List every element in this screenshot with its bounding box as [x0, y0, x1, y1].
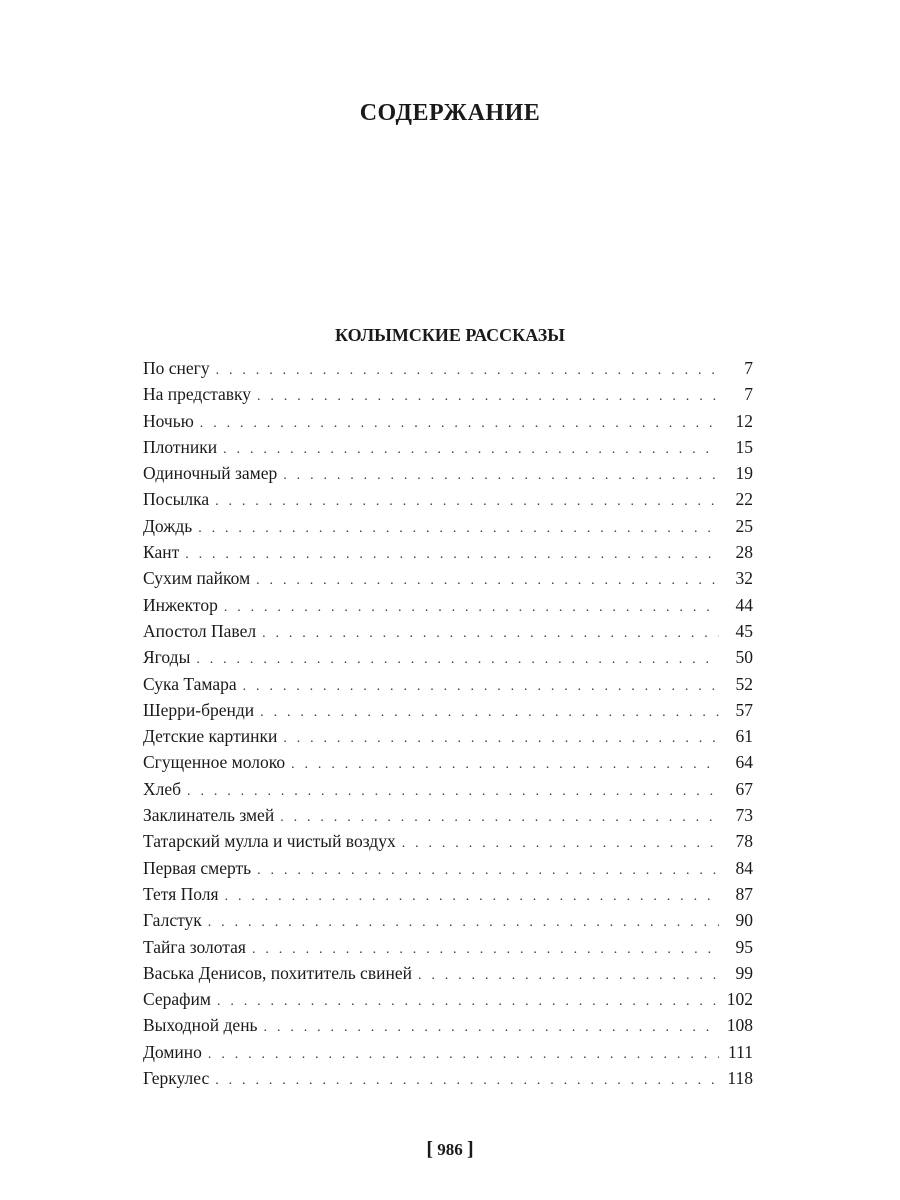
- toc-entry-page-number: 111: [728, 1041, 753, 1062]
- toc-entry-title: Галстук: [143, 910, 202, 931]
- toc-entry-page-number: 90: [735, 910, 753, 931]
- toc-dot-leader: [215, 1068, 719, 1094]
- toc-entry-title: Первая смерть: [143, 857, 252, 878]
- toc-entry: [143, 907, 753, 933]
- toc-dot-leader: [223, 437, 719, 463]
- table-of-contents: [143, 355, 753, 1091]
- toc-entry-title: Татарский мулла и чистый воздух: [143, 831, 396, 852]
- toc-dot-leader: [198, 516, 719, 542]
- toc-entry-title: Ночью: [143, 410, 194, 431]
- page-title: СОДЕРЖАНИЕ: [359, 100, 541, 126]
- toc-entry-title: Посылка: [143, 489, 210, 510]
- toc-entry: [143, 539, 753, 565]
- toc-dot-leader: [257, 384, 719, 410]
- toc-entry-title: Васька Денисов, похититель свиней: [143, 962, 412, 983]
- toc-entry-page-number: 7: [744, 358, 753, 378]
- toc-dot-leader: [402, 831, 719, 857]
- toc-entry-title: Кант: [143, 542, 180, 563]
- toc-entry-title: Тетя Поля: [143, 883, 219, 904]
- toc-entry-title: Инжектор: [143, 594, 218, 615]
- toc-entry-title: Ягоды: [143, 647, 191, 668]
- toc-dot-leader: [208, 1042, 719, 1068]
- toc-entry: [143, 1039, 753, 1065]
- toc-entry-page-number: 118: [727, 1068, 753, 1089]
- toc-entry: [143, 408, 753, 434]
- toc-entry-page-number: 19: [735, 463, 753, 484]
- toc-dot-leader: [243, 674, 719, 700]
- toc-dot-leader: [208, 910, 719, 936]
- toc-entry-title: Домино: [143, 1041, 202, 1062]
- folio-open-bracket: [: [426, 1138, 433, 1160]
- toc-entry: [143, 565, 753, 591]
- folio-number: 986: [437, 1140, 463, 1159]
- toc-entry-page-number: 67: [735, 778, 753, 799]
- toc-entry-page-number: 84: [735, 857, 753, 878]
- toc-entry-page-number: 102: [726, 989, 753, 1010]
- toc-dot-leader: [283, 726, 719, 752]
- toc-entry-page-number: 87: [735, 883, 753, 904]
- toc-entry-title: Шерри-бренди: [143, 699, 255, 720]
- toc-entry: [143, 776, 753, 802]
- toc-entry: [143, 671, 753, 697]
- toc-entry: [143, 618, 753, 644]
- toc-entry-page-number: 50: [735, 647, 753, 668]
- toc-entry: [143, 381, 753, 407]
- toc-entry-page-number: 73: [735, 805, 753, 826]
- toc-dot-leader: [260, 700, 719, 726]
- toc-entry-page-number: 44: [735, 594, 753, 615]
- toc-dot-leader: [256, 568, 719, 594]
- toc-dot-leader: [291, 752, 719, 778]
- toc-dot-leader: [224, 595, 719, 621]
- toc-entry: [143, 960, 753, 986]
- toc-entry: [143, 486, 753, 512]
- toc-entry: [143, 723, 753, 749]
- toc-entry-page-number: 99: [735, 962, 753, 983]
- toc-entry-title: Детские картинки: [143, 726, 278, 747]
- toc-entry-page-number: 57: [735, 699, 753, 720]
- toc-entry-title: Сухим пайком: [143, 568, 251, 589]
- toc-entry-title: По снегу: [143, 358, 210, 378]
- toc-dot-leader: [200, 411, 719, 437]
- toc-dot-leader: [196, 647, 719, 673]
- toc-entry: [143, 1012, 753, 1038]
- toc-entry-page-number: 22: [735, 489, 753, 510]
- toc-entry-page-number: 7: [744, 384, 753, 405]
- toc-entry: [143, 697, 753, 723]
- toc-entry-page-number: 108: [726, 1015, 753, 1036]
- toc-entry-title: Дождь: [143, 515, 193, 536]
- toc-entry: [143, 855, 753, 881]
- folio-close-bracket: ]: [467, 1138, 474, 1160]
- toc-entry-title: Сгущенное молоко: [143, 752, 286, 773]
- toc-entry: [143, 644, 753, 670]
- toc-entry-page-number: 64: [735, 752, 753, 773]
- section-title: КОЛЫМСКИЕ РАССКАЗЫ: [335, 325, 565, 345]
- toc-entry-page-number: 95: [735, 936, 753, 957]
- toc-dot-leader: [217, 989, 719, 1015]
- toc-dot-leader: [185, 542, 719, 568]
- toc-entry-page-number: 45: [735, 620, 753, 641]
- toc-entry-title: На представку: [143, 384, 251, 405]
- toc-dot-leader: [283, 463, 719, 489]
- toc-entry: [143, 355, 753, 381]
- toc-entry-title: Одиночный замер: [143, 463, 278, 484]
- toc-entry-page-number: 25: [735, 515, 753, 536]
- toc-dot-leader: [215, 489, 719, 515]
- toc-entry: [143, 802, 753, 828]
- toc-dot-leader: [216, 358, 719, 384]
- toc-entry: [143, 881, 753, 907]
- toc-entry-title: Геркулес: [143, 1068, 210, 1089]
- toc-dot-leader: [264, 1015, 719, 1041]
- toc-entry-page-number: 32: [735, 568, 753, 589]
- toc-entry: [143, 934, 753, 960]
- toc-entry-page-number: 28: [735, 542, 753, 563]
- toc-entry-title: Тайга золотая: [143, 936, 246, 957]
- toc-entry-title: Плотники: [143, 436, 218, 457]
- toc-dot-leader: [418, 963, 719, 989]
- toc-entry-page-number: 61: [735, 726, 753, 747]
- toc-dot-leader: [257, 858, 719, 884]
- toc-entry: [143, 749, 753, 775]
- toc-entry-title: Апостол Павел: [143, 620, 257, 641]
- toc-entry-title: Выходной день: [143, 1015, 258, 1036]
- page-number: [0, 1138, 900, 1161]
- toc-entry-page-number: 52: [735, 673, 753, 694]
- toc-entry-page-number: 12: [735, 410, 753, 431]
- toc-entry: [143, 460, 753, 486]
- toc-entry: [143, 592, 753, 618]
- toc-entry: [143, 434, 753, 460]
- toc-entry-title: Хлеб: [143, 778, 182, 799]
- toc-entry-page-number: 15: [735, 436, 753, 457]
- toc-entry: [143, 828, 753, 854]
- toc-entry-title: Серафим: [143, 989, 211, 1010]
- toc-dot-leader: [225, 884, 719, 910]
- toc-entry: [143, 1065, 753, 1091]
- toc-entry: [143, 513, 753, 539]
- toc-entry-title: Сука Тамара: [143, 673, 237, 694]
- toc-dot-leader: [262, 621, 719, 647]
- toc-entry: [143, 986, 753, 1012]
- toc-entry-title: Заклинатель змей: [143, 805, 275, 826]
- toc-entry-page-number: 78: [735, 831, 753, 852]
